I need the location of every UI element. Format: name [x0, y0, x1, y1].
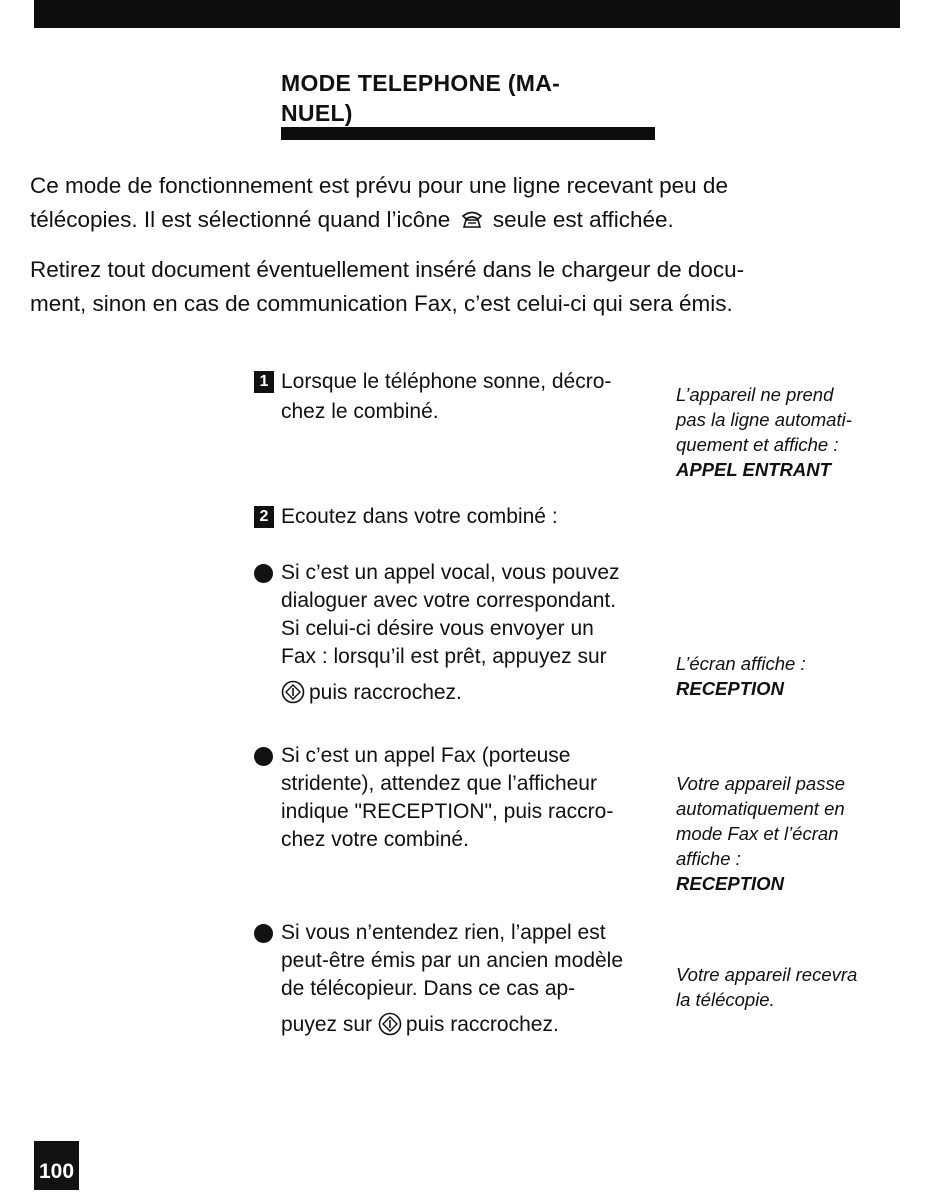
bullet-1-text	[281, 559, 658, 707]
intro-2-line-2: ment, sinon en cas de communication Fax, c’est celui-ci qui sera émis.	[30, 291, 733, 316]
bullet-dot-icon	[254, 564, 273, 583]
bullet-3-line-4-start: puyez sur	[281, 1013, 373, 1036]
note-1-line-3: quement et affiche :	[676, 434, 839, 455]
section-title	[281, 68, 681, 128]
title-underline-rule	[281, 127, 655, 140]
bullet-2-text	[281, 742, 658, 854]
step-2-text: Ecoutez dans votre combiné :	[281, 505, 558, 528]
note-3-line-3: mode Fax et l’écran	[676, 823, 839, 844]
bullet-dot-icon	[254, 924, 273, 943]
bullet-voice-call	[254, 559, 658, 707]
bullet-1-line-4: Fax : lorsqu’il est prêt, appuyez sur	[281, 645, 607, 668]
note-1-line-1: L’appareil ne prend	[676, 384, 834, 405]
step-2-number-badge: 2	[254, 506, 274, 528]
bullet-1-line-1: Si c’est un appel vocal, vous pouvez	[281, 561, 620, 584]
bullet-3-line-1: Si vous n’entendez rien, l’appel est	[281, 921, 606, 944]
note-4-line-2: la télécopie.	[676, 989, 775, 1010]
intro-1-line-1: Ce mode de fonctionnement est prévu pour une ligne recevant peu de	[30, 173, 728, 198]
bullet-2-line-1: Si c’est un appel Fax (porteuse	[281, 744, 571, 767]
note-1-display-text: APPEL ENTRANT	[676, 459, 831, 480]
bullet-dot-icon	[254, 747, 273, 766]
side-note-4	[676, 962, 916, 1012]
bullet-2-line-3: indique "RECEPTION", puis raccro-	[281, 800, 614, 823]
bullet-1-line-2: dialoguer avec votre correspondant.	[281, 589, 617, 612]
bullet-silent-call	[254, 919, 658, 1039]
note-3-display-text: RECEPTION	[676, 873, 784, 894]
side-note-2	[676, 651, 916, 701]
top-header-bar	[34, 0, 900, 28]
start-button-icon	[281, 680, 305, 704]
bullet-2-line-2: stridente), attendez que l’afficheur	[281, 772, 597, 795]
note-3-line-2: automatiquement en	[676, 798, 845, 819]
section-title-line-2: NUEL)	[281, 100, 353, 126]
bullet-1-line-5	[281, 679, 658, 707]
note-2-line-1: L’écran affiche :	[676, 653, 806, 674]
bullet-3-line-4	[281, 1011, 658, 1039]
bullet-3-line-4-end: puis raccrochez.	[405, 1013, 559, 1036]
step-1-text	[281, 367, 654, 427]
step-1-number-badge: 1	[254, 371, 274, 393]
step-2	[254, 502, 654, 532]
start-button-icon	[378, 1012, 402, 1036]
intro-paragraph-2	[30, 253, 890, 321]
intro-1-line-2-start: télécopies. Il est sélectionné quand l’icône	[30, 207, 451, 232]
bullet-1-line-5-text: puis raccrochez.	[309, 681, 462, 704]
intro-2-line-1: Retirez tout document éventuellement inséré dans le chargeur de docu-	[30, 257, 745, 282]
step-1-line-1: Lorsque le téléphone sonne, décro-	[281, 370, 612, 393]
step-1-line-2: chez le combiné.	[281, 400, 439, 423]
note-3-line-4: affiche :	[676, 848, 741, 869]
bullet-3-text	[281, 919, 658, 1039]
bullet-1-line-3: Si celui-ci désire vous envoyer un	[281, 617, 594, 640]
note-1-line-2: pas la ligne automati-	[676, 409, 852, 430]
side-note-1	[676, 382, 916, 482]
bullet-3-line-2: peut-être émis par un ancien modèle	[281, 949, 624, 972]
bullet-2-line-4: chez votre combiné.	[281, 828, 469, 851]
note-3-line-1: Votre appareil passe	[676, 773, 846, 794]
note-2-display-text: RECEPTION	[676, 678, 784, 699]
bullet-fax-call	[254, 742, 658, 854]
page-number: 100	[34, 1141, 79, 1190]
intro-1-line-2-end: seule est affichée.	[492, 207, 674, 232]
note-4-line-1: Votre appareil recevra	[676, 964, 858, 985]
intro-paragraph-1	[30, 169, 890, 237]
bullet-3-line-3: de télécopieur. Dans ce cas ap-	[281, 977, 576, 1000]
section-title-line-1: MODE TELEPHONE (MA-	[281, 70, 561, 96]
step-1	[254, 367, 654, 427]
side-note-3	[676, 771, 916, 896]
telephone-icon	[461, 210, 483, 230]
